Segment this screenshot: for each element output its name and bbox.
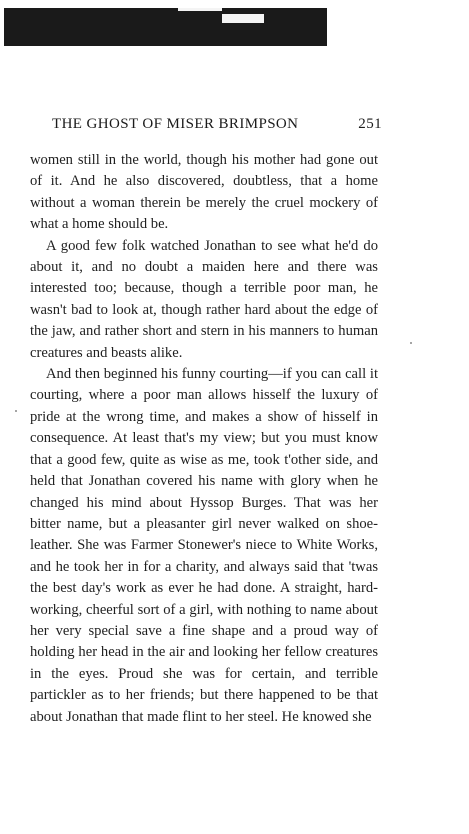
scan-speck <box>15 410 17 412</box>
running-head <box>52 116 382 133</box>
paragraph: A good few folk watched Jonathan to see what he'd do about it, and no doubt a maiden here and there was interested too; because, though a terrible poor man, he wasn't bad to look at, though rather hard about the edge of the jaw, and rather short and stern in his manners to human creatures and beasts alike. <box>30 237 378 361</box>
scan-speck <box>410 342 412 344</box>
scan-edge-shadow <box>4 8 327 46</box>
page-number: 251 <box>358 116 382 132</box>
paragraph: And then beginned his funny courting—if you can call it courting, where a poor man allows hisself the luxury of pride at the wrong time, and makes a show of hisself in consequence. At least that's my view; but you must know that a good few, quite as wise as me, took t'other side, and held that Jonathan covered his name with glory when he changed his mind about Hyssop Burges. That was her bitter name, but a pleasanter girl never walked on shoe-leather. She was Farmer Stonewer's niece to White Works, and he took her in for a charity, and always said that 'twas the best day's work as ever he had done. A straight, hard-working, cheerful sort of a girl, with nothing to name about her very special save a fine shape and a proud way of holding her head in the air and looking her fellow creatures in the eyes. Proud she was for certain, and terrible partickler as to her friends; but there happened to be that about Jonathan that made flint to her steel. He knowed she <box>30 366 378 725</box>
running-head-title: THE GHOST OF MISER BRIMPSON <box>52 116 299 132</box>
paragraph: women still in the world, though his mother had gone out of it. And he also discovered, doubtless, that a home without a woman therein be merely the cruel mockery of what a home should be. <box>30 152 378 233</box>
page-body <box>30 150 378 728</box>
scan-edge-gap <box>222 14 264 23</box>
scan-edge-gap <box>178 8 222 11</box>
